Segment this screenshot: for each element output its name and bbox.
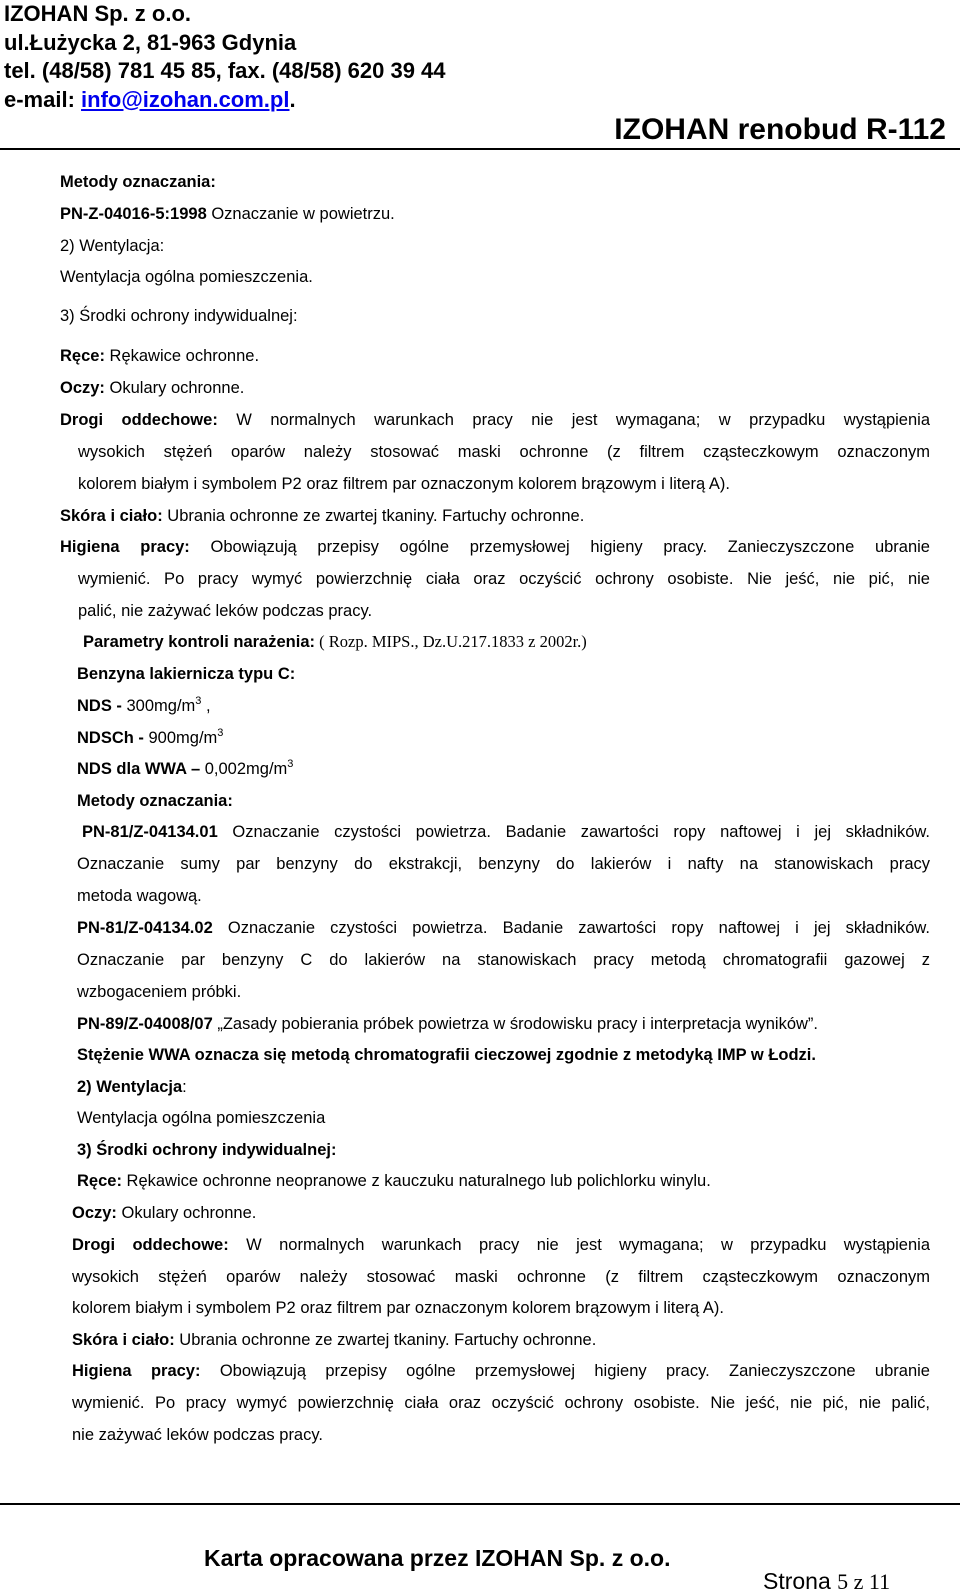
rece-label: Ręce: [60, 347, 105, 365]
company-name: IZOHAN Sp. z o.o. [4, 1, 191, 26]
ndsch-label: NDSCh - [77, 729, 149, 747]
higiena2-line-1 [72, 1361, 930, 1381]
drogi-line-2: wysokich stężeń oparów należy stosować maski ochronne (z filtrem cząsteczkowym oznaczonym [78, 443, 930, 461]
higiena-line-2: wymienić. Po pracy wymyć powierzchnię ciała oraz oczyścić ochrony osobiste. Nie jeść, nie pić, nie [78, 570, 930, 588]
skora-line [60, 506, 584, 526]
ndswwa-sup: 3 [287, 758, 294, 770]
higiena-text-1: Obowiązują przepisy ogólne przemysłowej higieny pracy. Zanieczyszczone ubranie [189, 538, 930, 556]
drogi-line-3: kolorem białym i symbolem P2 oraz filtrem par oznaczonym kolorem brązowym i literą A). [78, 475, 730, 493]
drogi-text-1: W normalnych warunkach pracy nie jest wymagana; w przypadku wystąpienia [217, 411, 930, 429]
company-phone: tel. (48/58) 781 45 85, fax. (48/58) 620 39 44 [4, 58, 446, 83]
wentylacja-text: Wentylacja ogólna pomieszczenia. [60, 268, 313, 286]
drogi2-text-1: W normalnych warunkach pracy nie jest wymagana; w przypadku wystąpienia [228, 1236, 930, 1254]
pn1-line-2: Oznaczanie sumy par benzyny do ekstrakcji, benzyny do lakierów i nafty na stanowiskach pracy [77, 855, 930, 873]
higiena-label-2: Higiena pracy: [72, 1362, 201, 1380]
page-number [763, 1568, 890, 1595]
rece-text-2: Rękawice ochronne neopranowe z kauczuku naturalnego lub polichlorku winylu. [121, 1172, 711, 1190]
nds-suffix: , [201, 697, 211, 715]
page-count: 5 z 11 [837, 1569, 891, 1594]
drogi-label-2: Drogi oddechowe: [72, 1236, 229, 1254]
parametry-ref: ( Rozp. MIPS., Dz.U.217.1833 z 2002r.) [315, 632, 587, 651]
higiena-line-1 [60, 537, 930, 557]
oczy-line-2 [72, 1203, 256, 1223]
rece-label-2: Ręce: [77, 1172, 122, 1190]
higiena2-line-3: nie zażywać leków podczas pracy. [72, 1426, 323, 1444]
ndswwa-line [77, 759, 293, 779]
benzyna-heading: Benzyna lakiernicza typu C: [77, 665, 296, 683]
nds-line [77, 696, 211, 716]
footer-divider [0, 1503, 960, 1505]
ndsch-sup: 3 [217, 727, 224, 739]
pn2-line-2: Oznaczanie par benzyny C do lakierów na stanowiskach pracy metodą chromatografii gazowej z [77, 951, 930, 969]
skora-line-2 [72, 1330, 596, 1350]
parametry-line [83, 632, 587, 652]
skora-label-2: Skóra i ciało: [72, 1331, 175, 1349]
skora-text: Ubrania ochronne ze zwartej tkaniny. Fartuchy ochronne. [162, 507, 585, 525]
ndswwa-value: 0,002mg/m [204, 760, 288, 778]
oczy-line [60, 378, 244, 398]
higiena2-text-1: Obowiązują przepisy ogólne przemysłowej higieny pracy. Zanieczyszczone ubranie [200, 1362, 930, 1380]
wentylacja-heading-2-text: 2) Wentylacja [77, 1078, 183, 1096]
oczy-text: Okulary ochronne. [104, 379, 245, 397]
higiena-label: Higiena pracy: [60, 538, 190, 556]
pn1-code: PN-81/Z-04134.01 [82, 823, 218, 841]
company-email-line [4, 86, 446, 115]
drogi2-line-1 [72, 1235, 930, 1255]
pn2-code: PN-81/Z-04134.02 [77, 919, 213, 937]
drogi-label: Drogi oddechowe: [60, 411, 218, 429]
email-label: e-mail: [4, 86, 82, 112]
pn-text: Oznaczanie w powietrzu. [206, 205, 395, 223]
oczy-label-2: Oczy: [72, 1204, 117, 1222]
nds-value: 300mg/m [126, 697, 196, 715]
page-word: Strona [763, 1568, 838, 1594]
srodki-heading-2: 3) Środki ochrony indywidualnej: [77, 1141, 337, 1159]
wentylacja-text-2: Wentylacja ogólna pomieszczenia [77, 1109, 326, 1127]
company-address: ul.Łużycka 2, 81-963 Gdynia [4, 29, 297, 55]
pn1-line-1 [82, 822, 930, 842]
metody-label-2: Metody oznaczania: [77, 792, 233, 810]
ndswwa-label: NDS dla WWA – [77, 760, 205, 778]
drogi-line-1 [60, 410, 930, 430]
wentylacja-heading: 2) Wentylacja: [60, 237, 165, 255]
wentylacja-heading-2-colon: : [182, 1078, 187, 1096]
pn1-text: Oznaczanie czystości powietrza. Badanie zawartości ropy naftowej i jej składników. [217, 823, 930, 841]
pn1-line-3: metoda wagową. [77, 887, 202, 905]
pn3-text: „Zasady pobierania próbek powietrza w środowisku pracy i interpretacja wyników”. [212, 1015, 819, 1033]
rece-line-2 [77, 1171, 711, 1191]
metody-label: Metody oznaczania: [60, 173, 216, 191]
pn2-line-1 [77, 918, 930, 938]
nds-label: NDS - [77, 697, 127, 715]
pn-line [60, 204, 395, 224]
ndsch-value: 900mg/m [148, 729, 218, 747]
email-suffix: . [289, 86, 296, 112]
skora-label: Skóra i ciało: [60, 507, 163, 525]
parametry-label: Parametry kontroli narażenia: [83, 633, 315, 651]
rece-text: Rękawice ochronne. [104, 347, 260, 365]
ndsch-line [77, 728, 223, 748]
skora-text-2: Ubrania ochronne ze zwartej tkaniny. Fartuchy ochronne. [174, 1331, 597, 1349]
pn-code: PN-Z-04016-5:1998 [60, 205, 207, 223]
srodki-heading: 3) Środki ochrony indywidualnej: [60, 307, 298, 325]
wentylacja-heading-2 [77, 1077, 187, 1097]
oczy-text-2: Okulary ochronne. [116, 1204, 257, 1222]
higiena-line-3: palić, nie zażywać leków podczas pracy. [78, 602, 373, 620]
pn3-code: PN-89/Z-04008/07 [77, 1015, 213, 1033]
rece-line [60, 346, 259, 366]
email-link[interactable]: info@izohan.com.pl [81, 86, 290, 112]
oczy-label: Oczy: [60, 379, 105, 397]
stezenie-line: Stężenie WWA oznacza się metodą chromatografii cieczowej zgodnie z metodyką IMP w Łodzi. [77, 1046, 816, 1064]
pn2-text: Oznaczanie czystości powietrza. Badanie zawartości ropy naftowej i jej składników. [212, 919, 930, 937]
drogi2-line-3: kolorem białym i symbolem P2 oraz filtrem par oznaczonym kolorem brązowym i literą A). [72, 1299, 724, 1317]
drogi2-line-2: wysokich stężeń oparów należy stosować maski ochronne (z filtrem cząsteczkowym oznaczonym [72, 1268, 930, 1286]
pn3-line [77, 1014, 818, 1034]
product-name: IZOHAN renobud R-112 [614, 113, 946, 146]
nds-sup: 3 [195, 695, 202, 707]
header-divider [0, 148, 960, 150]
higiena2-line-2: wymienić. Po pracy wymyć powierzchnię ciała oraz oczyścić ochrony osobiste. Nie jeść, nie pić, nie palić, [72, 1394, 930, 1412]
header-block [4, 0, 446, 114]
footer-text: Karta opracowana przez IZOHAN Sp. z o.o. [204, 1545, 671, 1571]
pn2-line-3: wzbogaceniem próbki. [77, 983, 242, 1001]
